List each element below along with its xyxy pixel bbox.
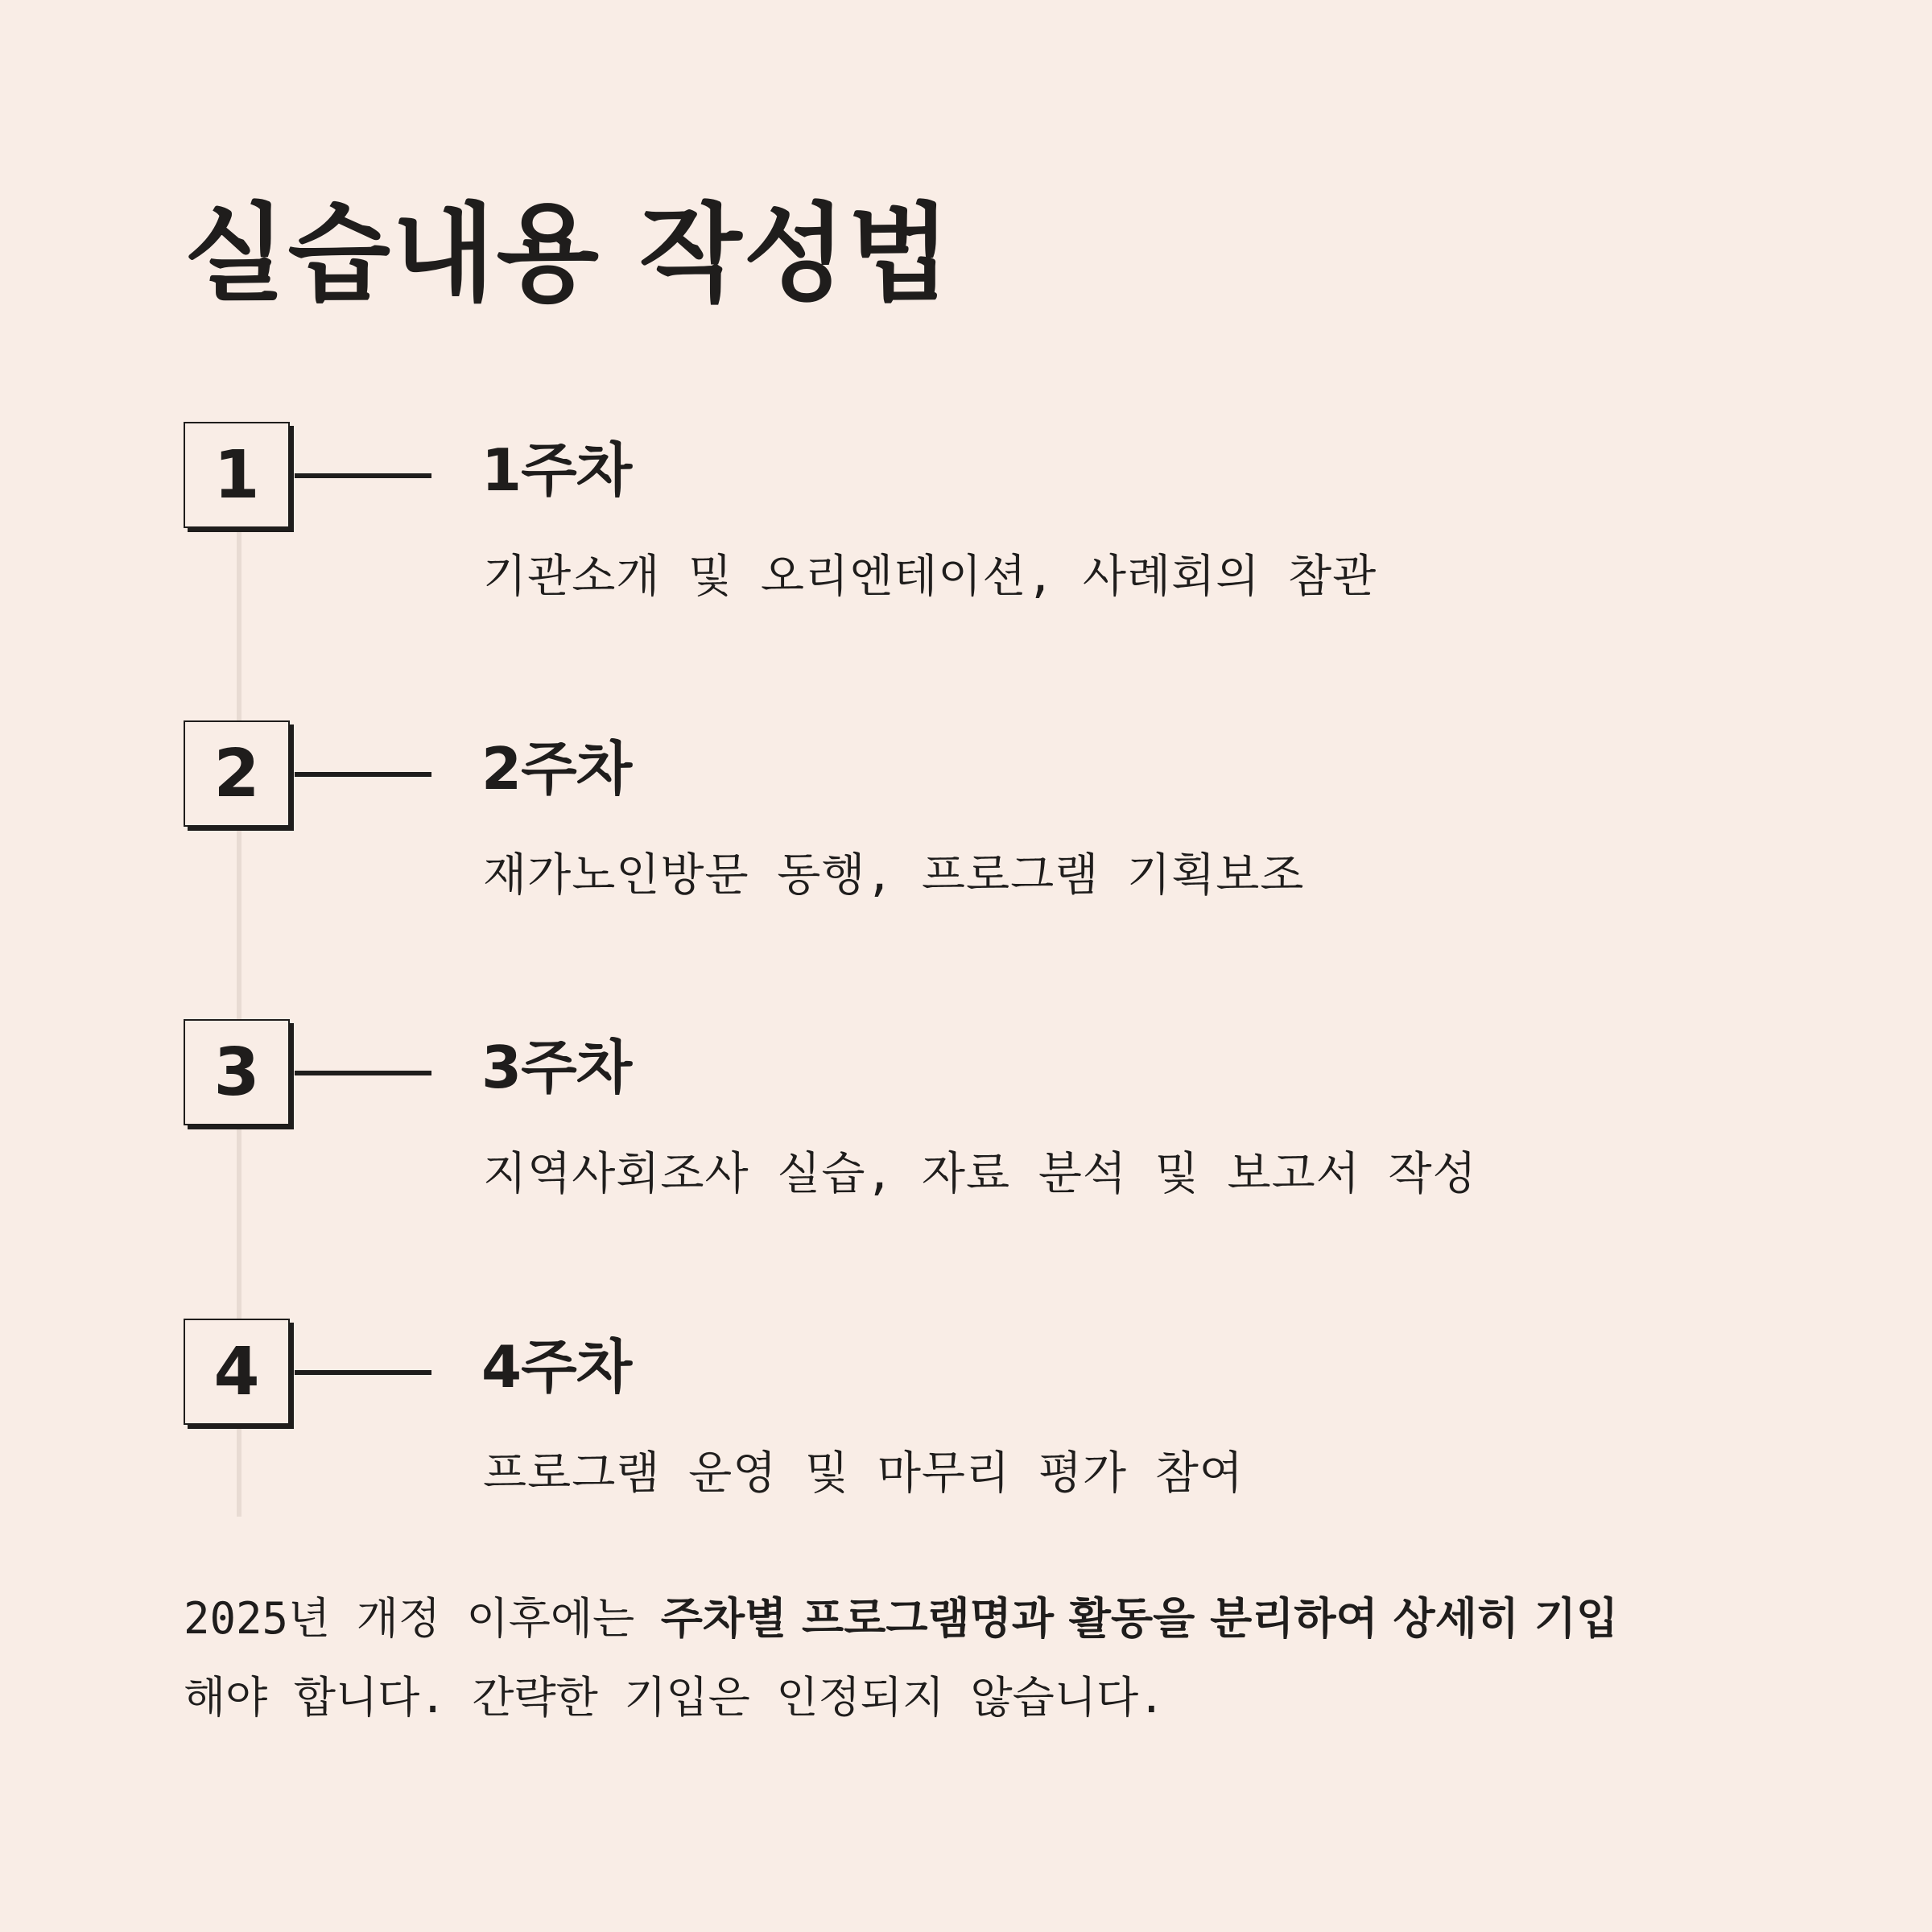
step-title: 2주차 bbox=[481, 735, 632, 803]
step-3 bbox=[0, 1019, 1932, 1285]
step-title: 4주차 bbox=[481, 1333, 632, 1401]
footer-text-before: 2025년 개정 이후에는 bbox=[184, 1593, 661, 1644]
footer-text-after: 해야 합니다. 간략한 기입은 인정되지 않습니다. bbox=[184, 1672, 1165, 1723]
step-connector bbox=[295, 1071, 431, 1075]
step-description: 프로그램 운영 및 마무리 평가 참여 bbox=[483, 1447, 1244, 1500]
step-connector bbox=[295, 1370, 431, 1375]
step-description: 재가노인방문 동행, 프로그램 기획보조 bbox=[483, 849, 1305, 902]
step-2 bbox=[0, 720, 1932, 986]
step-number-box: 3 bbox=[184, 1019, 290, 1125]
footer-note bbox=[184, 1579, 1802, 1737]
step-description: 기관소개 및 오리엔테이션, 사례회의 참관 bbox=[483, 551, 1377, 603]
step-title: 1주차 bbox=[481, 436, 632, 504]
page-title: 실습내용 작성법 bbox=[184, 192, 952, 316]
step-4 bbox=[0, 1319, 1932, 1584]
step-connector bbox=[295, 772, 431, 777]
footer-text-bold: 주차별 프로그램명과 활동을 분리하여 상세히 기입 bbox=[660, 1593, 1619, 1644]
step-number-box: 1 bbox=[184, 422, 290, 528]
step-number-box: 4 bbox=[184, 1319, 290, 1425]
step-title: 3주차 bbox=[481, 1034, 632, 1101]
step-connector bbox=[295, 473, 431, 478]
step-1 bbox=[0, 422, 1932, 687]
step-description: 지역사회조사 실습, 자료 분석 및 보고서 작성 bbox=[483, 1148, 1477, 1200]
step-number-box: 2 bbox=[184, 720, 290, 827]
